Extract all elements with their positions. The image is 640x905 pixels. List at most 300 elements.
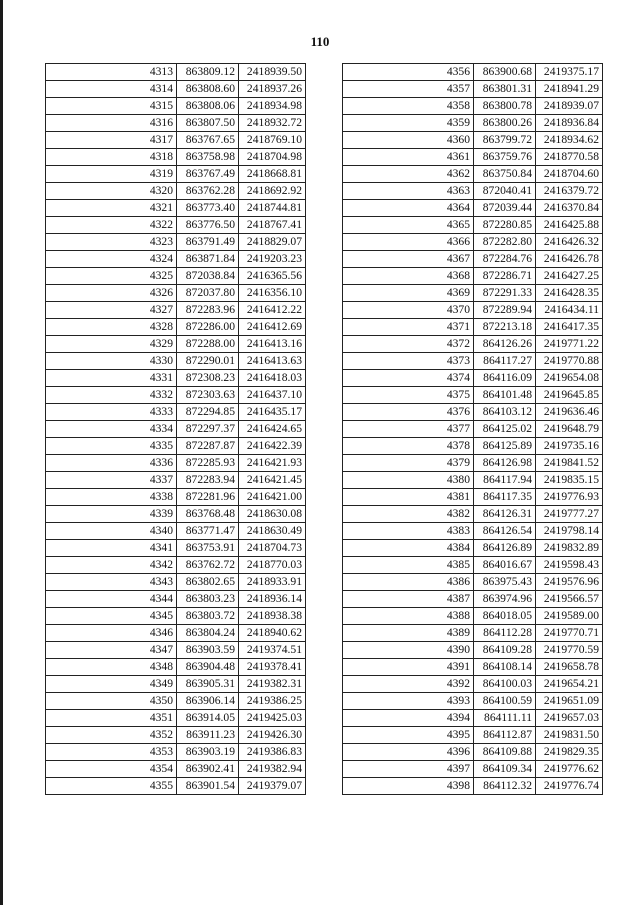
point-number-cell: 4391 bbox=[343, 659, 474, 676]
point-number-cell: 4337 bbox=[46, 472, 177, 489]
point-number-cell: 4397 bbox=[343, 761, 474, 778]
y-coordinate-cell: 2416412.69 bbox=[239, 319, 306, 336]
y-coordinate-cell: 2416437.10 bbox=[239, 387, 306, 404]
table-row bbox=[343, 489, 603, 506]
point-number-cell: 4392 bbox=[343, 676, 474, 693]
y-coordinate-cell: 2416421.00 bbox=[239, 489, 306, 506]
point-number-cell: 4347 bbox=[46, 642, 177, 659]
point-number-cell: 4327 bbox=[46, 302, 177, 319]
y-coordinate-cell: 2418767.41 bbox=[239, 217, 306, 234]
table-row bbox=[343, 285, 603, 302]
y-coordinate-cell: 2418770.58 bbox=[536, 149, 603, 166]
table-row bbox=[46, 115, 306, 132]
x-coordinate-cell: 872308.23 bbox=[177, 370, 239, 387]
table-row bbox=[46, 353, 306, 370]
y-coordinate-cell: 2418668.81 bbox=[239, 166, 306, 183]
point-number-cell: 4352 bbox=[46, 727, 177, 744]
point-number-cell: 4380 bbox=[343, 472, 474, 489]
y-coordinate-cell: 2418933.91 bbox=[239, 574, 306, 591]
table-row bbox=[343, 591, 603, 608]
table-row bbox=[343, 200, 603, 217]
y-coordinate-cell: 2418692.92 bbox=[239, 183, 306, 200]
x-coordinate-cell: 863906.14 bbox=[177, 693, 239, 710]
y-coordinate-cell: 2419426.30 bbox=[239, 727, 306, 744]
x-coordinate-cell: 863903.59 bbox=[177, 642, 239, 659]
y-coordinate-cell: 2419576.96 bbox=[536, 574, 603, 591]
y-coordinate-cell: 2419770.59 bbox=[536, 642, 603, 659]
y-coordinate-cell: 2419566.57 bbox=[536, 591, 603, 608]
point-number-cell: 4379 bbox=[343, 455, 474, 472]
point-number-cell: 4314 bbox=[46, 81, 177, 98]
x-coordinate-cell: 864125.89 bbox=[474, 438, 536, 455]
y-coordinate-cell: 2416421.93 bbox=[239, 455, 306, 472]
x-coordinate-cell: 864126.54 bbox=[474, 523, 536, 540]
table-row bbox=[46, 268, 306, 285]
y-coordinate-cell: 2416413.16 bbox=[239, 336, 306, 353]
table-row bbox=[46, 64, 306, 81]
x-coordinate-cell: 864109.88 bbox=[474, 744, 536, 761]
table-row bbox=[343, 523, 603, 540]
table-row bbox=[46, 387, 306, 404]
table-row bbox=[343, 693, 603, 710]
point-number-cell: 4396 bbox=[343, 744, 474, 761]
point-number-cell: 4361 bbox=[343, 149, 474, 166]
table-row bbox=[46, 438, 306, 455]
point-number-cell: 4335 bbox=[46, 438, 177, 455]
point-number-cell: 4346 bbox=[46, 625, 177, 642]
table-row bbox=[343, 217, 603, 234]
point-number-cell: 4313 bbox=[46, 64, 177, 81]
table-row bbox=[343, 727, 603, 744]
y-coordinate-cell: 2419657.03 bbox=[536, 710, 603, 727]
table-row bbox=[46, 591, 306, 608]
y-coordinate-cell: 2419382.94 bbox=[239, 761, 306, 778]
x-coordinate-cell: 864117.27 bbox=[474, 353, 536, 370]
x-coordinate-cell: 863809.12 bbox=[177, 64, 239, 81]
point-number-cell: 4378 bbox=[343, 438, 474, 455]
point-number-cell: 4362 bbox=[343, 166, 474, 183]
table-row bbox=[46, 370, 306, 387]
coordinates-table-right-body bbox=[343, 64, 603, 795]
point-number-cell: 4393 bbox=[343, 693, 474, 710]
x-coordinate-cell: 863801.31 bbox=[474, 81, 536, 98]
y-coordinate-cell: 2416427.25 bbox=[536, 268, 603, 285]
point-number-cell: 4339 bbox=[46, 506, 177, 523]
x-coordinate-cell: 863759.76 bbox=[474, 149, 536, 166]
x-coordinate-cell: 872286.71 bbox=[474, 268, 536, 285]
y-coordinate-cell: 2419771.22 bbox=[536, 336, 603, 353]
x-coordinate-cell: 872287.87 bbox=[177, 438, 239, 455]
point-number-cell: 4366 bbox=[343, 234, 474, 251]
table-row bbox=[343, 149, 603, 166]
point-number-cell: 4374 bbox=[343, 370, 474, 387]
x-coordinate-cell: 872291.33 bbox=[474, 285, 536, 302]
y-coordinate-cell: 2419776.74 bbox=[536, 778, 603, 795]
point-number-cell: 4332 bbox=[46, 387, 177, 404]
table-row bbox=[343, 421, 603, 438]
x-coordinate-cell: 864100.59 bbox=[474, 693, 536, 710]
point-number-cell: 4369 bbox=[343, 285, 474, 302]
table-row bbox=[46, 285, 306, 302]
y-coordinate-cell: 2418744.81 bbox=[239, 200, 306, 217]
y-coordinate-cell: 2418770.03 bbox=[239, 557, 306, 574]
y-coordinate-cell: 2418630.49 bbox=[239, 523, 306, 540]
y-coordinate-cell: 2419374.51 bbox=[239, 642, 306, 659]
y-coordinate-cell: 2418829.07 bbox=[239, 234, 306, 251]
y-coordinate-cell: 2416434.11 bbox=[536, 302, 603, 319]
table-row bbox=[343, 319, 603, 336]
table-row bbox=[46, 778, 306, 795]
table-row bbox=[343, 761, 603, 778]
y-coordinate-cell: 2419798.14 bbox=[536, 523, 603, 540]
point-number-cell: 4341 bbox=[46, 540, 177, 557]
x-coordinate-cell: 864117.94 bbox=[474, 472, 536, 489]
x-coordinate-cell: 864126.89 bbox=[474, 540, 536, 557]
table-row bbox=[343, 115, 603, 132]
point-number-cell: 4316 bbox=[46, 115, 177, 132]
point-number-cell: 4388 bbox=[343, 608, 474, 625]
point-number-cell: 4384 bbox=[343, 540, 474, 557]
table-row bbox=[343, 336, 603, 353]
table-row bbox=[46, 761, 306, 778]
x-coordinate-cell: 872282.80 bbox=[474, 234, 536, 251]
y-coordinate-cell: 2419386.83 bbox=[239, 744, 306, 761]
table-row bbox=[343, 302, 603, 319]
table-row bbox=[343, 659, 603, 676]
table-row bbox=[343, 132, 603, 149]
y-coordinate-cell: 2419829.35 bbox=[536, 744, 603, 761]
point-number-cell: 4317 bbox=[46, 132, 177, 149]
y-coordinate-cell: 2416417.35 bbox=[536, 319, 603, 336]
table-row bbox=[343, 506, 603, 523]
point-number-cell: 4351 bbox=[46, 710, 177, 727]
table-row bbox=[46, 659, 306, 676]
table-row bbox=[343, 744, 603, 761]
y-coordinate-cell: 2416426.78 bbox=[536, 251, 603, 268]
x-coordinate-cell: 864126.98 bbox=[474, 455, 536, 472]
x-coordinate-cell: 864116.09 bbox=[474, 370, 536, 387]
table-row bbox=[46, 336, 306, 353]
point-number-cell: 4356 bbox=[343, 64, 474, 81]
y-coordinate-cell: 2419645.85 bbox=[536, 387, 603, 404]
point-number-cell: 4318 bbox=[46, 149, 177, 166]
x-coordinate-cell: 863803.72 bbox=[177, 608, 239, 625]
y-coordinate-cell: 2416425.88 bbox=[536, 217, 603, 234]
x-coordinate-cell: 872288.00 bbox=[177, 336, 239, 353]
x-coordinate-cell: 872297.37 bbox=[177, 421, 239, 438]
x-coordinate-cell: 863871.84 bbox=[177, 251, 239, 268]
point-number-cell: 4386 bbox=[343, 574, 474, 591]
y-coordinate-cell: 2419658.78 bbox=[536, 659, 603, 676]
y-coordinate-cell: 2418932.72 bbox=[239, 115, 306, 132]
table-row bbox=[46, 489, 306, 506]
x-coordinate-cell: 863800.26 bbox=[474, 115, 536, 132]
table-row bbox=[343, 608, 603, 625]
x-coordinate-cell: 872303.63 bbox=[177, 387, 239, 404]
x-coordinate-cell: 863974.96 bbox=[474, 591, 536, 608]
x-coordinate-cell: 864109.34 bbox=[474, 761, 536, 778]
table-row bbox=[46, 404, 306, 421]
y-coordinate-cell: 2418939.07 bbox=[536, 98, 603, 115]
x-coordinate-cell: 863803.23 bbox=[177, 591, 239, 608]
y-coordinate-cell: 2419654.21 bbox=[536, 676, 603, 693]
x-coordinate-cell: 872294.85 bbox=[177, 404, 239, 421]
x-coordinate-cell: 872290.01 bbox=[177, 353, 239, 370]
point-number-cell: 4344 bbox=[46, 591, 177, 608]
point-number-cell: 4376 bbox=[343, 404, 474, 421]
x-coordinate-cell: 863911.23 bbox=[177, 727, 239, 744]
point-number-cell: 4320 bbox=[46, 183, 177, 200]
table-row bbox=[46, 149, 306, 166]
table-row bbox=[46, 251, 306, 268]
point-number-cell: 4333 bbox=[46, 404, 177, 421]
point-number-cell: 4348 bbox=[46, 659, 177, 676]
x-coordinate-cell: 863771.47 bbox=[177, 523, 239, 540]
table-row bbox=[343, 778, 603, 795]
point-number-cell: 4370 bbox=[343, 302, 474, 319]
y-coordinate-cell: 2419648.79 bbox=[536, 421, 603, 438]
table-row bbox=[343, 710, 603, 727]
point-number-cell: 4395 bbox=[343, 727, 474, 744]
x-coordinate-cell: 863753.91 bbox=[177, 540, 239, 557]
y-coordinate-cell: 2419835.15 bbox=[536, 472, 603, 489]
x-coordinate-cell: 872037.80 bbox=[177, 285, 239, 302]
x-coordinate-cell: 872038.84 bbox=[177, 268, 239, 285]
point-number-cell: 4336 bbox=[46, 455, 177, 472]
table-row bbox=[46, 506, 306, 523]
table-row bbox=[343, 557, 603, 574]
x-coordinate-cell: 863758.98 bbox=[177, 149, 239, 166]
point-number-cell: 4358 bbox=[343, 98, 474, 115]
point-number-cell: 4360 bbox=[343, 132, 474, 149]
x-coordinate-cell: 863902.41 bbox=[177, 761, 239, 778]
table-row bbox=[46, 455, 306, 472]
y-coordinate-cell: 2419770.88 bbox=[536, 353, 603, 370]
point-number-cell: 4372 bbox=[343, 336, 474, 353]
scan-left-edge bbox=[0, 0, 3, 905]
point-number-cell: 4387 bbox=[343, 591, 474, 608]
x-coordinate-cell: 872286.00 bbox=[177, 319, 239, 336]
table-row bbox=[343, 642, 603, 659]
point-number-cell: 4398 bbox=[343, 778, 474, 795]
x-coordinate-cell: 872213.18 bbox=[474, 319, 536, 336]
x-coordinate-cell: 864112.28 bbox=[474, 625, 536, 642]
point-number-cell: 4315 bbox=[46, 98, 177, 115]
x-coordinate-cell: 863799.72 bbox=[474, 132, 536, 149]
x-coordinate-cell: 863767.49 bbox=[177, 166, 239, 183]
y-coordinate-cell: 2416422.39 bbox=[239, 438, 306, 455]
table-row bbox=[343, 64, 603, 81]
point-number-cell: 4368 bbox=[343, 268, 474, 285]
table-row bbox=[46, 557, 306, 574]
x-coordinate-cell: 864100.03 bbox=[474, 676, 536, 693]
point-number-cell: 4345 bbox=[46, 608, 177, 625]
point-number-cell: 4340 bbox=[46, 523, 177, 540]
table-row bbox=[46, 98, 306, 115]
x-coordinate-cell: 863802.65 bbox=[177, 574, 239, 591]
point-number-cell: 4353 bbox=[46, 744, 177, 761]
y-coordinate-cell: 2419378.41 bbox=[239, 659, 306, 676]
x-coordinate-cell: 863768.48 bbox=[177, 506, 239, 523]
x-coordinate-cell: 864016.67 bbox=[474, 557, 536, 574]
y-coordinate-cell: 2416421.45 bbox=[239, 472, 306, 489]
x-coordinate-cell: 864117.35 bbox=[474, 489, 536, 506]
point-number-cell: 4342 bbox=[46, 557, 177, 574]
point-number-cell: 4365 bbox=[343, 217, 474, 234]
y-coordinate-cell: 2418934.62 bbox=[536, 132, 603, 149]
point-number-cell: 4394 bbox=[343, 710, 474, 727]
x-coordinate-cell: 863903.19 bbox=[177, 744, 239, 761]
table-row bbox=[46, 234, 306, 251]
table-row bbox=[343, 625, 603, 642]
x-coordinate-cell: 872285.93 bbox=[177, 455, 239, 472]
table-row bbox=[343, 472, 603, 489]
table-row bbox=[343, 540, 603, 557]
point-number-cell: 4364 bbox=[343, 200, 474, 217]
y-coordinate-cell: 2419654.08 bbox=[536, 370, 603, 387]
y-coordinate-cell: 2419382.31 bbox=[239, 676, 306, 693]
x-coordinate-cell: 872289.94 bbox=[474, 302, 536, 319]
y-coordinate-cell: 2418769.10 bbox=[239, 132, 306, 149]
x-coordinate-cell: 864018.05 bbox=[474, 608, 536, 625]
table-row bbox=[46, 676, 306, 693]
point-number-cell: 4355 bbox=[46, 778, 177, 795]
x-coordinate-cell: 863901.54 bbox=[177, 778, 239, 795]
x-coordinate-cell: 863808.06 bbox=[177, 98, 239, 115]
point-number-cell: 4354 bbox=[46, 761, 177, 778]
point-number-cell: 4329 bbox=[46, 336, 177, 353]
coordinates-table-left bbox=[45, 63, 306, 795]
table-row bbox=[343, 438, 603, 455]
point-number-cell: 4338 bbox=[46, 489, 177, 506]
x-coordinate-cell: 863800.78 bbox=[474, 98, 536, 115]
table-row bbox=[46, 625, 306, 642]
page-number: 110 bbox=[310, 34, 330, 49]
coordinates-table-left-body bbox=[46, 64, 306, 795]
table-row bbox=[46, 319, 306, 336]
x-coordinate-cell: 864111.11 bbox=[474, 710, 536, 727]
x-coordinate-cell: 863900.68 bbox=[474, 64, 536, 81]
table-row bbox=[46, 642, 306, 659]
x-coordinate-cell: 863808.60 bbox=[177, 81, 239, 98]
point-number-cell: 4389 bbox=[343, 625, 474, 642]
y-coordinate-cell: 2419386.25 bbox=[239, 693, 306, 710]
table-row bbox=[343, 234, 603, 251]
y-coordinate-cell: 2419777.27 bbox=[536, 506, 603, 523]
x-coordinate-cell: 864126.26 bbox=[474, 336, 536, 353]
x-coordinate-cell: 872284.76 bbox=[474, 251, 536, 268]
x-coordinate-cell: 863791.49 bbox=[177, 234, 239, 251]
y-coordinate-cell: 2418939.50 bbox=[239, 64, 306, 81]
table-row bbox=[343, 353, 603, 370]
point-number-cell: 4326 bbox=[46, 285, 177, 302]
y-coordinate-cell: 2419770.71 bbox=[536, 625, 603, 642]
x-coordinate-cell: 864125.02 bbox=[474, 421, 536, 438]
table-row bbox=[343, 81, 603, 98]
point-number-cell: 4377 bbox=[343, 421, 474, 438]
y-coordinate-cell: 2416428.35 bbox=[536, 285, 603, 302]
y-coordinate-cell: 2419776.93 bbox=[536, 489, 603, 506]
table-row bbox=[46, 710, 306, 727]
x-coordinate-cell: 863905.31 bbox=[177, 676, 239, 693]
x-coordinate-cell: 864126.31 bbox=[474, 506, 536, 523]
x-coordinate-cell: 872040.41 bbox=[474, 183, 536, 200]
x-coordinate-cell: 864112.87 bbox=[474, 727, 536, 744]
table-row bbox=[343, 574, 603, 591]
y-coordinate-cell: 2416379.72 bbox=[536, 183, 603, 200]
table-row bbox=[343, 455, 603, 472]
point-number-cell: 4343 bbox=[46, 574, 177, 591]
point-number-cell: 4382 bbox=[343, 506, 474, 523]
table-row bbox=[343, 370, 603, 387]
table-row bbox=[46, 421, 306, 438]
table-row bbox=[46, 302, 306, 319]
table-row bbox=[46, 574, 306, 591]
point-number-cell: 4323 bbox=[46, 234, 177, 251]
x-coordinate-cell: 863773.40 bbox=[177, 200, 239, 217]
x-coordinate-cell: 863807.50 bbox=[177, 115, 239, 132]
y-coordinate-cell: 2419841.52 bbox=[536, 455, 603, 472]
y-coordinate-cell: 2418940.62 bbox=[239, 625, 306, 642]
y-coordinate-cell: 2419776.62 bbox=[536, 761, 603, 778]
y-coordinate-cell: 2418704.73 bbox=[239, 540, 306, 557]
point-number-cell: 4324 bbox=[46, 251, 177, 268]
y-coordinate-cell: 2419735.16 bbox=[536, 438, 603, 455]
x-coordinate-cell: 863804.24 bbox=[177, 625, 239, 642]
y-coordinate-cell: 2416413.63 bbox=[239, 353, 306, 370]
x-coordinate-cell: 872283.96 bbox=[177, 302, 239, 319]
table-row bbox=[343, 183, 603, 200]
table-row bbox=[343, 404, 603, 421]
table-row bbox=[343, 676, 603, 693]
point-number-cell: 4322 bbox=[46, 217, 177, 234]
y-coordinate-cell: 2416370.84 bbox=[536, 200, 603, 217]
point-number-cell: 4381 bbox=[343, 489, 474, 506]
x-coordinate-cell: 863904.48 bbox=[177, 659, 239, 676]
y-coordinate-cell: 2418630.08 bbox=[239, 506, 306, 523]
table-row bbox=[343, 268, 603, 285]
y-coordinate-cell: 2416424.65 bbox=[239, 421, 306, 438]
y-coordinate-cell: 2419589.00 bbox=[536, 608, 603, 625]
x-coordinate-cell: 863750.84 bbox=[474, 166, 536, 183]
point-number-cell: 4321 bbox=[46, 200, 177, 217]
x-coordinate-cell: 872039.44 bbox=[474, 200, 536, 217]
table-row bbox=[343, 251, 603, 268]
point-number-cell: 4390 bbox=[343, 642, 474, 659]
point-number-cell: 4375 bbox=[343, 387, 474, 404]
x-coordinate-cell: 872283.94 bbox=[177, 472, 239, 489]
table-row bbox=[46, 183, 306, 200]
point-number-cell: 4319 bbox=[46, 166, 177, 183]
table-row bbox=[46, 81, 306, 98]
table-row bbox=[46, 693, 306, 710]
x-coordinate-cell: 864101.48 bbox=[474, 387, 536, 404]
point-number-cell: 4371 bbox=[343, 319, 474, 336]
table-row bbox=[46, 744, 306, 761]
y-coordinate-cell: 2416435.17 bbox=[239, 404, 306, 421]
x-coordinate-cell: 872280.85 bbox=[474, 217, 536, 234]
table-row bbox=[46, 727, 306, 744]
point-number-cell: 4349 bbox=[46, 676, 177, 693]
x-coordinate-cell: 863975.43 bbox=[474, 574, 536, 591]
y-coordinate-cell: 2419651.09 bbox=[536, 693, 603, 710]
x-coordinate-cell: 864109.28 bbox=[474, 642, 536, 659]
x-coordinate-cell: 863762.28 bbox=[177, 183, 239, 200]
table-row bbox=[46, 217, 306, 234]
x-coordinate-cell: 863776.50 bbox=[177, 217, 239, 234]
point-number-cell: 4359 bbox=[343, 115, 474, 132]
y-coordinate-cell: 2419375.17 bbox=[536, 64, 603, 81]
